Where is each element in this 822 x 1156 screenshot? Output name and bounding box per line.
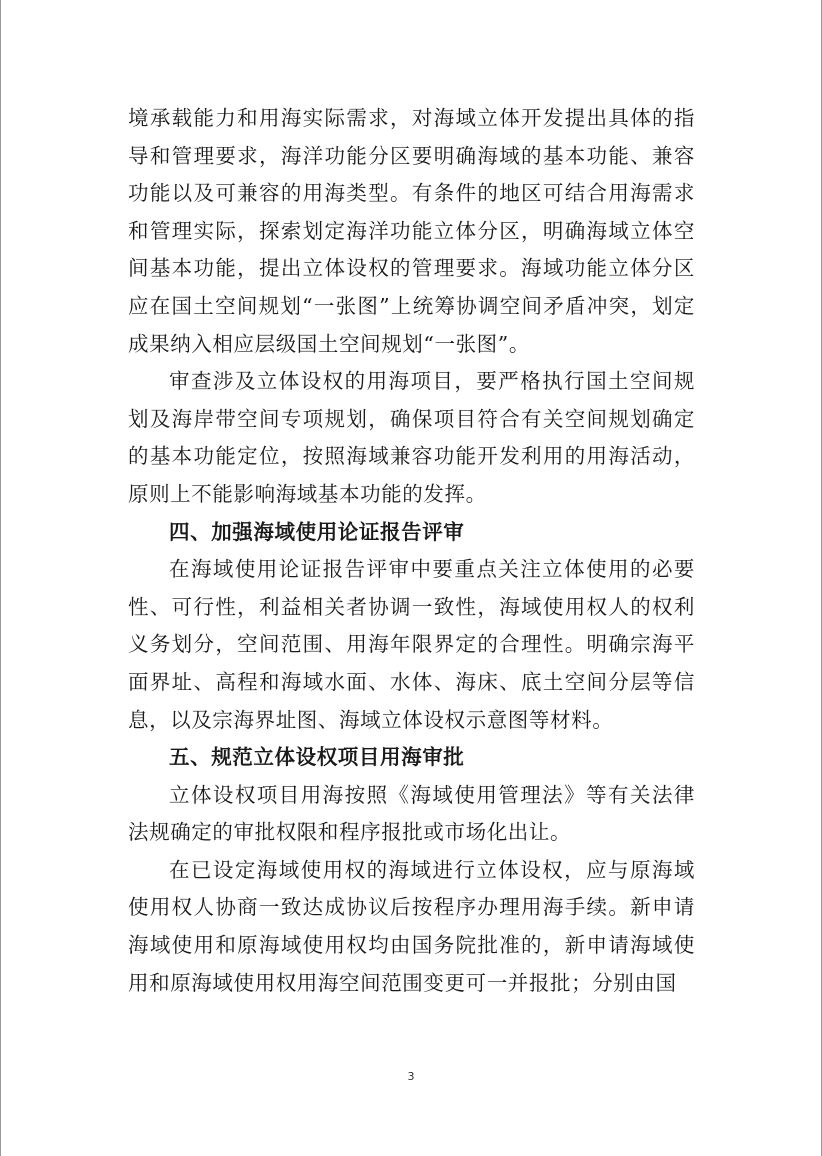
document-body xyxy=(128,100,695,1002)
paragraph-2: 审查涉及立体设权的用海项目，要严格执行国土空间规划及海岸带空间专项规划，确保项目符合有关空间规划确定的基本功能定位，按照海域兼容功能开发利用的用海活动，原则上不能影响海域基本功能的发挥。 xyxy=(128,369,695,506)
section-heading-5: 五、规范立体设权项目用海审批 xyxy=(169,745,465,770)
section-heading-4: 四、加强海域使用论证报告评审 xyxy=(169,519,465,544)
page-number: 3 xyxy=(407,1070,415,1083)
paragraph-4: 立体设权项目用海按照《海域使用管理法》等有关法律法规确定的审批权限和程序报批或市场化出让。 xyxy=(128,782,695,845)
paragraph-5: 在已设定海域使用权的海域进行立体设权，应与原海域使用权人协商一致达成协议后按程序办理用海手续。新申请海域使用和原海域使用权均由国务院批准的，新申请海域使用和原海域使用权用海空间范围变更可一并报批；分别由国 xyxy=(128,857,695,995)
paragraph-3: 在海域使用论证报告评审中要重点关注立体使用的必要性、可行性，利益相关者协调一致性，海域使用权人的权利义务划分，空间范围、用海年限界定的合理性。明确宗海平面界址、高程和海域水面、水体、海床、底土空间分层等信息，以及宗海界址图、海域立体设权示意图等材料。 xyxy=(128,557,695,732)
paragraph-1: 境承载能力和用海实际需求，对海域立体开发提出具体的指导和管理要求，海洋功能分区要明确海域的基本功能、兼容功能以及可兼容的用海类型。有条件的地区可结合用海需求和管理实际，探索划定海洋功能立体分区，明确海域立体空间基本功能，提出立体设权的管理要求。海域功能立体分区应在国土空间规划“一张图”上统筹协调空间矛盾冲突，划定成果纳入相应层级国土空间规划“一张图”。 xyxy=(128,106,695,356)
